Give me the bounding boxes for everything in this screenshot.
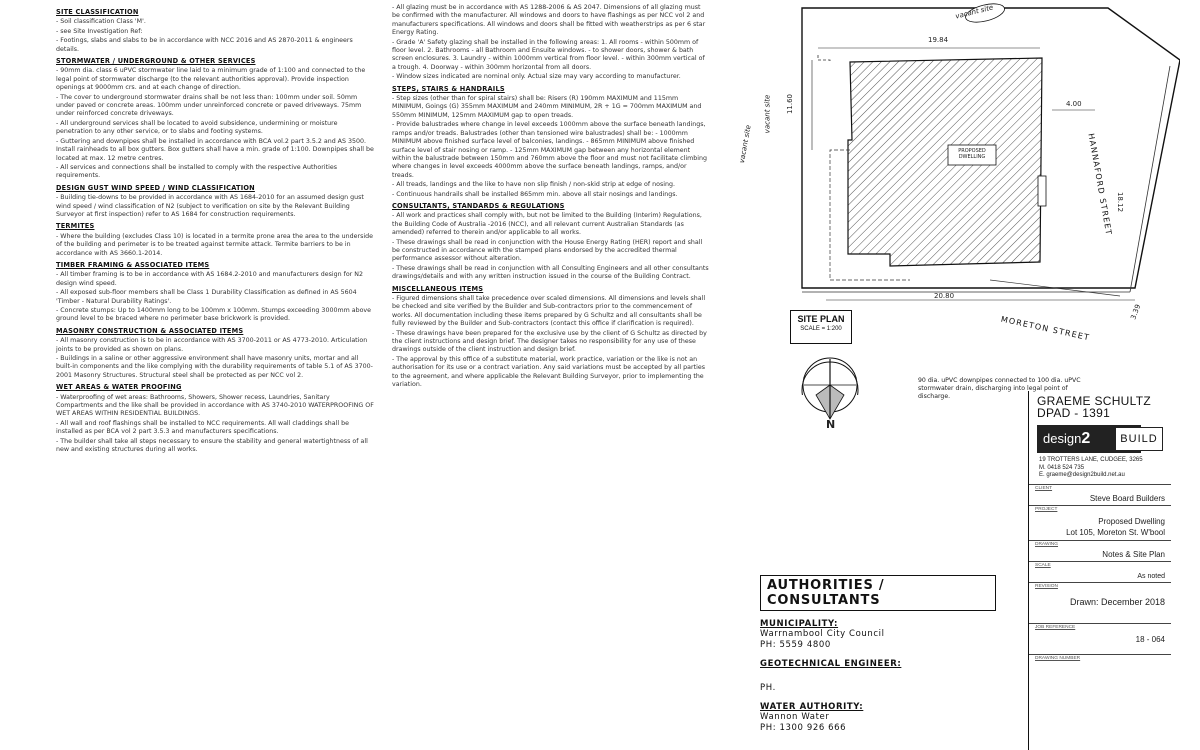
notes-heading: WET AREAS & WATER PROOFING [56, 383, 182, 392]
dim-right-2: 18.12 [1116, 191, 1125, 213]
field-value: Steve Board Builders [1089, 493, 1165, 503]
notes-heading: MASONRY CONSTRUCTION & ASSOCIATED ITEMS [56, 326, 244, 335]
field-value: 18 - 064 [1135, 634, 1165, 644]
field-drawing-number [1029, 654, 1171, 665]
notes-item: - Figured dimensions shall take precedence over scaled dimensions. All dimensions and levels shall be checked and site verified by the Builder and Sub-contractors prior to the commencement of works. All documentation including these items prepared by G Schultz and all consultants shall be fully reviewed by the Builder and Sub-contractors (contact this office if clarification is required). [392, 295, 706, 328]
notes-section [56, 327, 374, 380]
proposed-dwelling-footprint [848, 58, 1042, 266]
field-label: CLIENT [1035, 485, 1053, 491]
setback-line [818, 55, 830, 62]
field-project [1029, 505, 1171, 540]
title-block [1028, 391, 1171, 750]
dim-bottom: 20.80 [934, 292, 955, 300]
street-name-south: MORETON STREET [1000, 314, 1091, 343]
field-label: SCALE [1035, 562, 1051, 568]
notes-item: - Buildings in a saline or other aggressive environment shall have masonry units, mortar and all built-in components and the like complying with the durability requirements of table 5.1 of AS 3700-2001 Masonry Structures. Structural steel shall be protected as per NCC vol 2. [56, 355, 373, 379]
designer-name: GRAEME SCHULTZ [1037, 394, 1151, 408]
notes-section [392, 202, 710, 282]
notes-heading: TIMBER FRAMING & ASSOCIATED ITEMS [56, 260, 210, 269]
project-line-2: Lot 105, Moreton St. W'bool [1066, 527, 1165, 537]
municipality-label: MUNICIPALITY: [760, 619, 839, 629]
notes-item: - 90mm dia. class 6 uPVC stormwater line laid to a minimum grade of 1:100 and connected to the legal point of stormwater discharge (to the relevant authorities approval). Provide inspection openings at 9000mm crs. and at each change of direction. [56, 67, 366, 92]
notes-item: - The cover to underground stormwater drains shall be not less than: 100mm under soil. 50mm under paved or concrete areas. 100mm under unreinforced concrete or paved driveways. 75mm under reinforced concrete driveways. [56, 93, 362, 118]
notes-heading: MISCELLANEOUS ITEMS [392, 284, 484, 293]
geotech-label: GEOTECHNICAL ENGINEER: [760, 659, 902, 669]
field-value: As noted [1137, 572, 1165, 580]
notes-section [392, 285, 710, 390]
notes-item: - Guttering and downpipes shall be installed in accordance with BCA vol.2 part 3.5.2 and AS 3500. Install rainheads to all box gutters. Box gutters shall have a min. grade of 1:100. Downpipes shall be located at max. 12 metre centres. [56, 137, 374, 162]
notes-item: - All glazing must be in accordance with AS 1288-2006 & AS 2047. Dimensions of all glazing must be confirmed with the manufacturer. All windows and doors to have flashings as per NCC vol 2 and manufacturers specifications. All windows and doors shall be fitted with weatherstrips as per 6 star Energy Rating. [392, 4, 706, 37]
notes-item: - The builder shall take all steps necessary to ensure the stability and general watertightness of all new and existing structures during all works. [56, 437, 368, 454]
notes-section [56, 383, 374, 454]
field-drawing [1029, 540, 1171, 561]
municipality-phone: PH: 5559 4800 [760, 640, 831, 650]
notes-section [56, 57, 374, 181]
municipality-name: Warrnambool City Council [760, 629, 885, 639]
notes-item: - Window sizes indicated are nominal only. Actual size may vary according to manufacturer. [392, 73, 681, 81]
geotech-phone: PH. [760, 683, 776, 693]
field-label: DRAWING [1035, 541, 1059, 547]
notes-item: - All services and connections shall be installed to comply with the respective Authorities requirements. [56, 163, 337, 180]
notes-column-1 [56, 8, 374, 458]
mobile: M. 0418 524 735 [1039, 464, 1085, 471]
notes-section [392, 85, 710, 199]
notes-item: - Concrete stumps: Up to 1400mm long to be 100mm x 100mm. Stumps exceeding 3000mm above ground level to be braced where no perimeter base brickwork is provided. [56, 307, 372, 323]
field-client [1029, 484, 1171, 505]
water-name: Wannon Water [760, 712, 830, 722]
logo-text-2: 2 [1081, 430, 1091, 447]
authorities-block [760, 575, 1000, 734]
notes-item: - see Site Investigation Ref: [56, 27, 143, 35]
notes-item: - All masonry construction is to be in accordance with AS 3700-2011 or AS 4773-2010. Articulation joints to be provided as shown on plans. [56, 337, 368, 353]
design2build-logo [1037, 425, 1158, 453]
building-label: PROPOSED DWELLING [958, 148, 986, 160]
authorities-title: AUTHORITIES / CONSULTANTS [760, 575, 996, 611]
field-value [1066, 516, 1165, 538]
email: E. graeme@design2build.net.au [1039, 472, 1125, 479]
notes-item: - These drawings have been prepared for the exclusive use by the client of G Schultz as directed by the client instructions and design brief. The designer takes no responsibility for any use of these drawings outside of the client instruction and design brief. [392, 329, 707, 354]
notes-item: - Step sizes (other than for spiral stairs) shall be: Risers (R) 190mm MAXIMUM and 115mm MINIMUM, Goings (G) 355mm MAXIMUM and 240mm MINIMUM, 2R + 1G = 700mm MAXIMUM and 550mm MINIMUM, 125mm MAXIMUM gap to open treads. [392, 95, 702, 119]
notes-column-2 [392, 4, 710, 392]
water-phone: PH: 1300 926 666 [760, 723, 847, 733]
building-bay [1038, 176, 1046, 206]
notes-item: - Waterproofing of wet areas: Bathrooms, Showers, Shower recess, Laundries, Sanitary Compartments and the like shall be provided in accordance with AS 3740-2010 WATERPROOFING OF WET AREAS WITHIN RESIDENTIAL BUILDINGS. [56, 393, 374, 418]
field-value: Notes & Site Plan [1102, 549, 1165, 559]
logo-text-design: design [1043, 431, 1082, 446]
dim-top: 19.84 [928, 36, 949, 44]
notes-item: - Where the building (excludes Class 10) is located in a termite prone area the area to the underside of the building and perimeter is to be treated against termite attack. Termite barriers to be in accordance with AS 3660.1-2014. [56, 232, 374, 257]
notes-item: - These drawings shall be read in conjunction with all Consulting Engineers and all other consultants drawings/details and with any written instruction issued in the course of the Building Contract. [392, 264, 709, 281]
vacant-site-label-2: vacant site [763, 94, 772, 134]
dim-left: 11.60 [786, 93, 795, 115]
field-label: PROJECT [1035, 506, 1058, 512]
field-label: JOB REFERENCE [1035, 624, 1076, 630]
downpipe-note: 90 dia. uPVC downpipes connected to 100 dia. uPVC stormwater drain, discharging into legal point of discharge. [918, 377, 1081, 400]
notes-item: - All wall and roof flashings shall be installed to NCC requirements. All wall claddings shall be installed as per BCA vol 2 part 3.5.3 and manufacturers specifications. [56, 419, 350, 436]
site-plan-label [790, 310, 852, 344]
notes-item: - All underground services shall be located to avoid subsidence, undermining or moisture penetration to any other service, or to slabs and footing systems. [56, 119, 338, 136]
notes-item: - Building tie-downs to be provided in accordance with AS 1684-2010 for an assumed design gust wind speed / wind classification of N2 (subject to verification on site by the Relevant Building Surveyor at first inspection) refer to AS 1684 for construction requirements. [56, 194, 364, 218]
notes-item: - Provide balustrades where change in level exceeds 1000mm above the surface beneath landings, ramps and/or treads. Balustrades (other than tensioned wire balustrades) shall be: - 1000mm MINIMUM above finished surface level of balconies, landings. - 865mm MINIMUM above finished surface level of stair nosing or ramp. - 125mm MAXIMUM gap between any horizontal element within the balustrade between 150mm and 760mm above the floor and must not facilitate climbing where changes in level exceeds 4000mm above the surface beneath landings, ramps, and/or treads. [392, 121, 707, 179]
notes-item: - All exposed sub-floor members shall be Class 1 Durability Classification as defined in AS 5604 'Timber - Natural Durability Ratings'. [56, 289, 357, 305]
north-label: N [826, 418, 836, 431]
street-name-east: HANNAFORD STREET [1086, 132, 1114, 237]
logo-text-build: BUILD [1115, 427, 1163, 451]
water-label: WATER AUTHORITY: [760, 702, 864, 712]
notes-heading: STORMWATER / UNDERGROUND & OTHER SERVICES [56, 57, 256, 66]
field-label: REVISION [1035, 583, 1058, 589]
field-value: Drawn: December 2018 [1069, 596, 1165, 607]
vacant-site-label-1: vacant site [954, 3, 995, 21]
notes-item: - Continuous handrails shall be installed 865mm min. above all stair nosings and landings. [392, 190, 678, 198]
street-kerb-east [1130, 66, 1170, 292]
notes-section [56, 8, 374, 54]
field-revision [1029, 582, 1171, 609]
notes-section [56, 222, 374, 258]
site-plan-scale: SCALE = 1:200 [800, 326, 842, 332]
notes-item: - The approval by this office of a substitute material, work practice, variation or the like is not an authorisation for its use or a contract variation. Any said variations must be accepted by all parties to the agreement, and where applicable the Relevant Building Surveyor, prior to implementing the variation. [392, 355, 706, 389]
field-scale [1029, 561, 1171, 582]
dim-right-1: 4.00 [1066, 100, 1082, 108]
notes-section [392, 4, 710, 82]
notes-heading: TERMITES [56, 222, 95, 231]
notes-section [56, 261, 374, 324]
notes-item: - Grade 'A' Safety glazing shall be installed in the following areas: 1. All rooms - within 500mm of floor level. 2. Bathrooms - all Bathroom and Ensuite windows. - to shower doors, shower & bath screen enclosures. 3. Laundry - within 1000mm vertical from floor level. - within 300mm vertical of a trough. 4. Doorway - within 300mm horizontal from all doors. [392, 38, 705, 71]
field-job [1029, 623, 1171, 654]
project-line-1: Proposed Dwelling [1098, 516, 1165, 526]
notes-heading: SITE CLASSIFICATION [56, 8, 139, 16]
address: 19 TROTTERS LANE, CUDGEE, 3265 [1039, 457, 1143, 463]
site-plan-title: SITE PLAN [797, 314, 845, 324]
field-label: DRAWING NUMBER [1035, 655, 1081, 661]
notes-item: - Footings, slabs and slabs to be in accordance with NCC 2016 and AS 2870-2011 & engineers details. [56, 37, 353, 53]
notes-item: - All work and practices shall comply with, but not be limited to the Building (Interim) Regulations, the Building Code of Australia -2016 (NCC), and all relevant current Australian Standards (as amended) referred to therein and/or applicable to all works. [392, 212, 702, 237]
dim-corner: 3.39 [1129, 303, 1143, 321]
notes-heading: STEPS, STAIRS & HANDRAILS [392, 84, 505, 93]
notes-heading: CONSULTANTS, STANDARDS & REGULATIONS [392, 201, 565, 210]
designer-code: DPAD - 1391 [1037, 406, 1111, 420]
notes-item: - All treads, landings and the like to have non slip finish / non-skid strip at edge of nosing. [392, 181, 675, 189]
notes-heading: DESIGN GUST WIND SPEED / WIND CLASSIFICATION [56, 183, 255, 192]
vacant-site-label-3: vacant site [738, 124, 753, 164]
contact-details [1029, 453, 1171, 480]
notes-item: - Soil classification Class 'M'. [56, 18, 146, 26]
designer-block [1029, 391, 1171, 419]
notes-item: - These drawings shall be read in conjunction with the House Energy Rating (HER) report and shall be constructed in accordance with the stamped plans endorsed by the accredited thermal performance assessor without alteration. [392, 238, 703, 263]
notes-section [56, 184, 374, 220]
notes-item: - All timber framing is to be in accordance with AS 1684.2-2010 and manufacturers design for N2 design wind speed. [56, 271, 363, 287]
